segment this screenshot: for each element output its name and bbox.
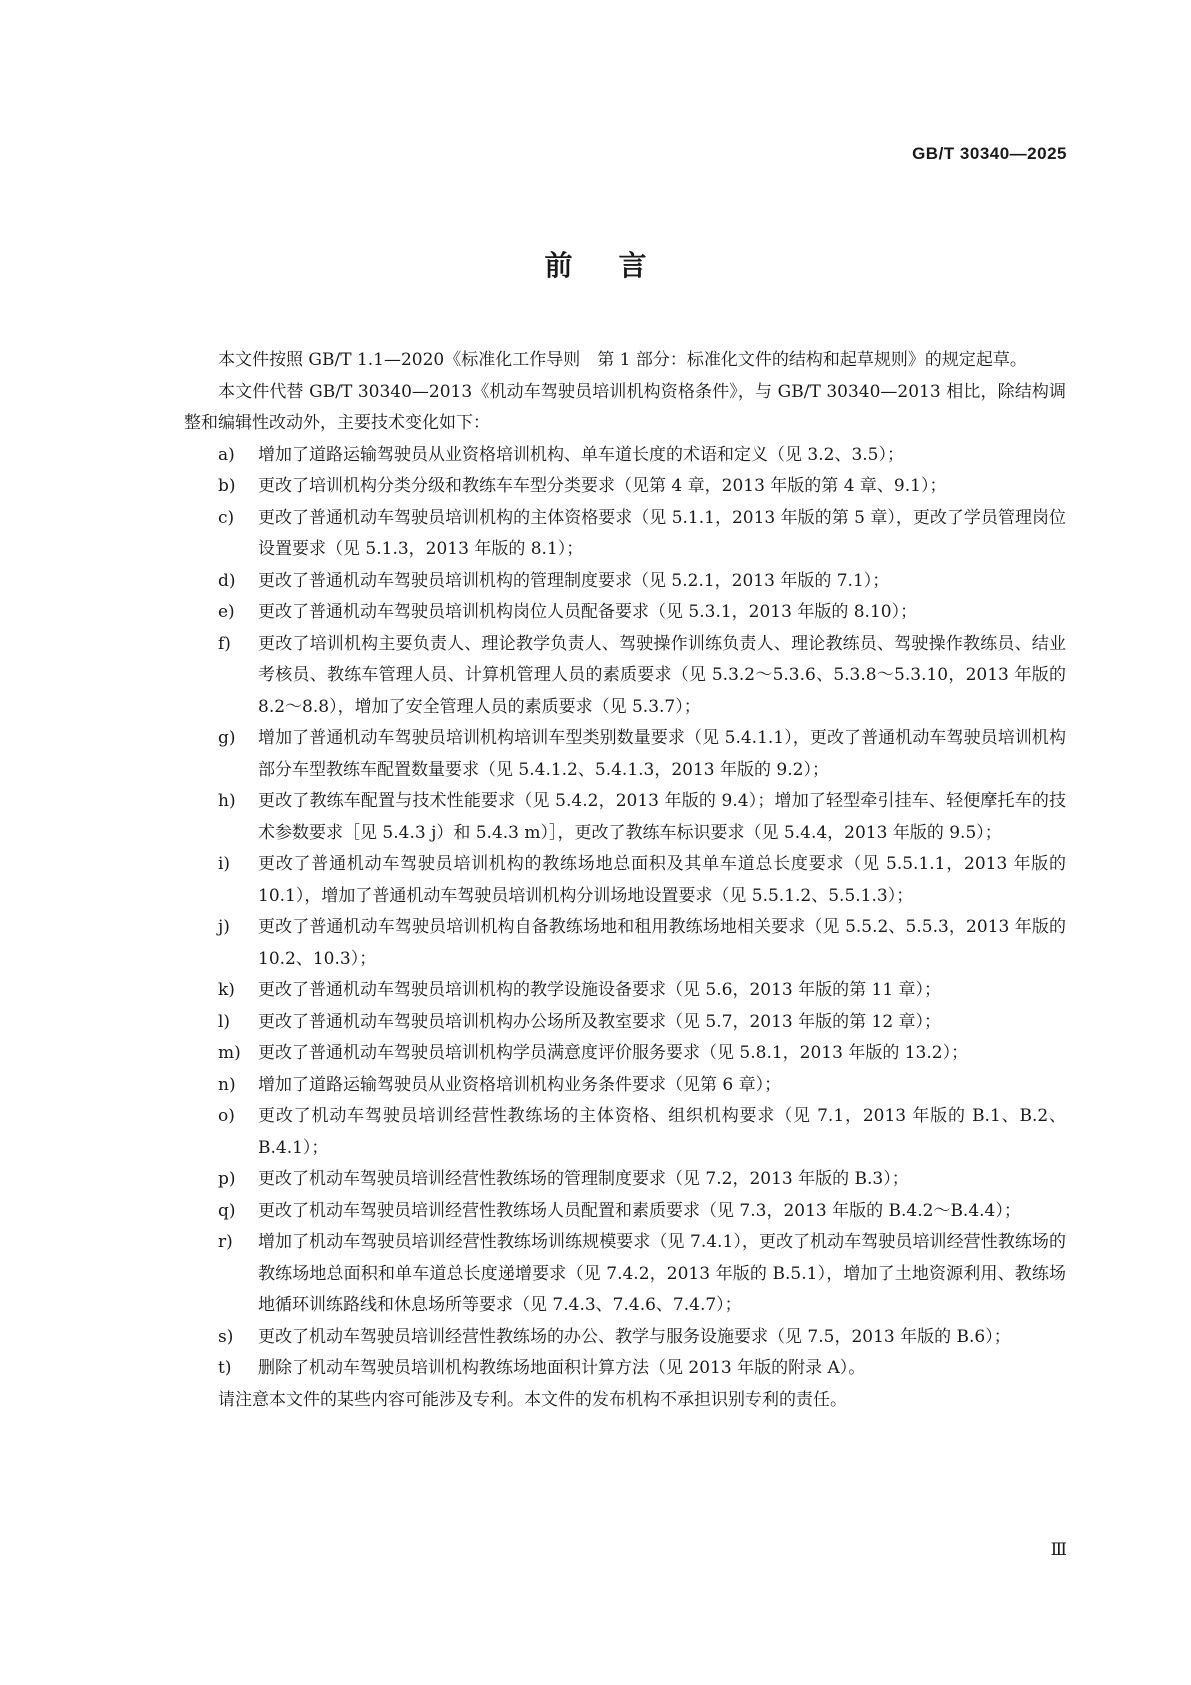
standard-code: GB/T 30340—2025 bbox=[912, 144, 1067, 163]
list-item-text: 更改了普通机动车驾驶员培训机构的教练场地总面积及其单车道总长度要求（见 5.5.1.1，2013 年版的 10.1），增加了普通机动车驾驶员培训机构分训场地设置要求（见 5.5.1.2、5.5.1.3）； bbox=[258, 854, 1066, 906]
list-marker: s) bbox=[218, 1326, 234, 1347]
list-marker: g) bbox=[218, 728, 236, 748]
list-item-text: 更改了普通机动车驾驶员培训机构学员满意度评价服务要求（见 5.8.1，2013 年版的 13.2）； bbox=[258, 1043, 969, 1063]
intro-paragraph-2: 本文件代替 GB/T 30340—2013《机动车驾驶员培训机构资格条件》，与 GB/T 30340—2013 相比，除结构调整和编辑性改动外，主要技术变化如下： bbox=[184, 381, 1066, 433]
list-marker: n) bbox=[218, 1074, 236, 1095]
list-marker: h) bbox=[218, 791, 236, 811]
list-item bbox=[218, 1322, 1066, 1354]
list-item bbox=[218, 1227, 1066, 1322]
changes-list bbox=[184, 440, 1066, 1385]
list-item-text: 增加了道路运输驾驶员从业资格培训机构、单车道长度的术语和定义（见 3.2、3.5）； bbox=[258, 444, 904, 465]
list-item bbox=[218, 1101, 1066, 1164]
list-item-text: 更改了普通机动车驾驶员培训机构的教学设施设备要求（见 5.6，2013 年版的第 11 章）； bbox=[258, 980, 942, 1000]
list-item bbox=[218, 1164, 1066, 1196]
list-marker: d) bbox=[218, 570, 236, 591]
list-marker: f) bbox=[218, 633, 231, 654]
list-marker: b) bbox=[218, 476, 236, 496]
list-item bbox=[218, 1007, 1066, 1039]
page-number: Ⅲ bbox=[1050, 1540, 1067, 1560]
list-item bbox=[218, 440, 1066, 472]
list-item bbox=[218, 503, 1066, 566]
patent-notice: 请注意本文件的某些内容可能涉及专利。本文件的发布机构不承担识别专利的责任。 bbox=[218, 1389, 847, 1410]
list-item-text: 删除了机动车驾驶员培训机构教练场地面积计算方法（见 2013 年版的附录 A）。 bbox=[258, 1358, 866, 1378]
list-item-text: 更改了普通机动车驾驶员培训机构岗位人员配备要求（见 5.3.1，2013 年版的 8.10）； bbox=[258, 602, 918, 622]
list-item bbox=[218, 849, 1066, 912]
list-item bbox=[218, 975, 1066, 1007]
list-marker: c) bbox=[218, 507, 235, 528]
list-marker: j) bbox=[218, 917, 230, 937]
list-item-text: 更改了机动车驾驶员培训经营性教练场的办公、教学与服务设施要求（见 7.5，2013 年版的 B.6）； bbox=[258, 1326, 1011, 1347]
list-marker: m) bbox=[218, 1043, 241, 1063]
list-item bbox=[218, 786, 1066, 849]
list-item-text: 增加了机动车驾驶员培训经营性教练场训练规模要求（见 7.4.1），更改了机动车驾驶员培训经营性教练场的教练场地总面积和单车道总长度递增要求（见 7.4.2，2013 年版的 B.5.1），增加了土地资源利用、教练场地循环训练路线和休息场所等要求（见 7.4.3、7.4.6、7.4.7）； bbox=[258, 1232, 1066, 1315]
list-item bbox=[218, 723, 1066, 786]
list-item bbox=[218, 566, 1066, 598]
page-title: 前言 bbox=[544, 249, 693, 282]
list-item bbox=[218, 912, 1066, 975]
list-item bbox=[218, 597, 1066, 629]
list-item bbox=[218, 629, 1066, 724]
list-item-text: 增加了普通机动车驾驶员培训机构培训车型类别数量要求（见 5.4.1.1），更改了普通机动车驾驶员培训机构部分车型教练车配置数量要求（见 5.4.1.2、5.4.1.3，2013 年版的 9.2）； bbox=[258, 728, 1066, 780]
list-item-text: 增加了道路运输驾驶员从业资格培训机构业务条件要求（见第 6 章）； bbox=[258, 1074, 782, 1095]
intro-paragraph-1: 本文件按照 GB/T 1.1—2020《标准化工作导则 第 1 部分：标准化文件的结构和起草规则》的规定起草。 bbox=[218, 350, 1027, 370]
list-item-text: 更改了普通机动车驾驶员培训机构的管理制度要求（见 5.2.1，2013 年版的 7.1）； bbox=[258, 570, 890, 591]
list-item-text: 更改了机动车驾驶员培训经营性教练场人员配置和素质要求（见 7.3，2013 年版的 B.4.2～B.4.4）； bbox=[258, 1200, 1021, 1221]
list-item-text: 更改了普通机动车驾驶员培训机构的主体资格要求（见 5.1.1，2013 年版的第 5 章），更改了学员管理岗位设置要求（见 5.1.3，2013 年版的 8.1）； bbox=[258, 507, 1066, 559]
list-marker: a) bbox=[218, 444, 235, 465]
list-marker: l) bbox=[218, 1011, 231, 1032]
list-marker: t) bbox=[218, 1358, 232, 1378]
foreword-content bbox=[184, 345, 1066, 1416]
list-marker: p) bbox=[218, 1169, 236, 1189]
list-marker: e) bbox=[218, 602, 235, 622]
list-item bbox=[218, 1038, 1066, 1070]
list-item-text: 更改了普通机动车驾驶员培训机构自备教练场地和租用教练场地相关要求（见 5.5.2、5.5.3，2013 年版的 10.2、10.3）； bbox=[258, 917, 1066, 969]
list-item-text: 更改了培训机构分类分级和教练车车型分类要求（见第 4 章，2013 年版的第 4 章、9.1）； bbox=[258, 476, 947, 496]
list-marker: o) bbox=[218, 1106, 235, 1126]
list-marker: q) bbox=[218, 1200, 236, 1221]
list-item-text: 更改了培训机构主要负责人、理论教学负责人、驾驶操作训练负责人、理论教练员、驾驶操作教练员、结业考核员、教练车管理人员、计算机管理人员的素质要求（见 5.3.2～5.3.6、5.3.8～5.3.10，2013 年版的 8.2～8.8），增加了安全管理人员的素质要求（见 5.3.7）； bbox=[258, 633, 1066, 717]
list-marker: k) bbox=[218, 980, 235, 1000]
list-item bbox=[218, 1070, 1066, 1102]
list-item-text: 更改了教练车配置与技术性能要求（见 5.4.2，2013 年版的 9.4）；增加了轻型牵引挂车、轻便摩托车的技术参数要求［见 5.4.3 j）和 5.4.3 m）］，更改了教练车标识要求（见 5.4.4，2013 年版的 9.5）； bbox=[258, 791, 1066, 843]
list-item-text: 更改了普通机动车驾驶员培训机构办公场所及教室要求（见 5.7，2013 年版的第 12 章）； bbox=[258, 1011, 942, 1032]
list-item-text: 更改了机动车驾驶员培训经营性教练场的管理制度要求（见 7.2，2013 年版的 B.3）； bbox=[258, 1169, 909, 1189]
list-item-text: 更改了机动车驾驶员培训经营性教练场的主体资格、组织机构要求（见 7.1，2013 年版的 B.1、B.2、B.4.1）； bbox=[258, 1106, 1066, 1158]
list-marker: r) bbox=[218, 1232, 233, 1252]
list-marker: i) bbox=[218, 854, 231, 874]
list-item bbox=[218, 471, 1066, 503]
list-item bbox=[218, 1196, 1066, 1228]
list-item bbox=[218, 1353, 1066, 1385]
